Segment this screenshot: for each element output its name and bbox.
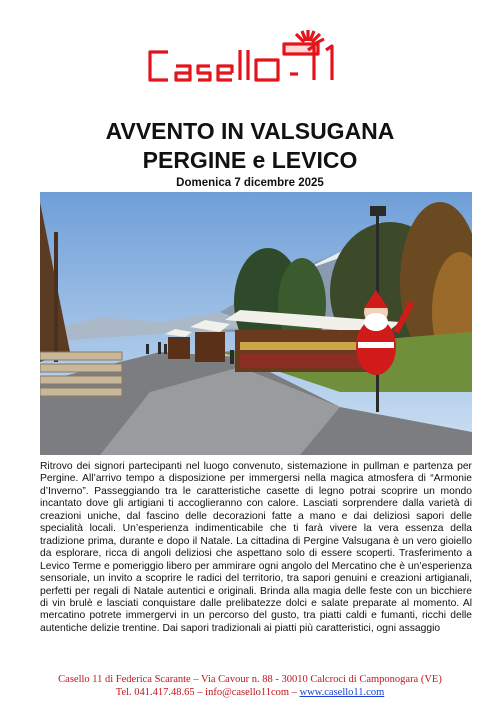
footer-tel-email: Tel. 041.417.48.65 – info@casello11com – [115, 687, 300, 698]
page-title: AVVENTO IN VALSUGANA [105, 118, 395, 144]
footer-contacts [0, 687, 500, 698]
website-link[interactable]: www.casello11.com [299, 687, 385, 698]
event-date: Domenica 7 dicembre 2025 [176, 177, 324, 189]
market-photo [40, 192, 472, 455]
itinerary-text: Ritrovo dei signori partecipanti nel luogo convenuto, sistemazione in pullman e partenza per Pergine. All’arrivo tempo a disposizione per immergersi nella magica atmosfera di “Armonie d’Inverno”. Passeggiando tra le caratteristiche casette di legno potrai scoprire un mondo incantato dove gli artigiani ti accoglieranno con calore. Lasciati sorprendere dalla varietà di creazioni uniche, dal fascino delle decorazioni fatte a mano e dai deliziosi sapori delle specialità locali. Un’esperienza indimenticabile che ti farà vivere la vera essenza della tradizione prima, durante e dopo il Natale. La cittadina di Pergine Valsugana è un vero gioiello da esplorare, ricca di angoli deliziosi che aspettano solo di essere scoperti. Trasferimento a Levico Terme e pomeriggio libero per ammirare ogni angolo del Mercatino che è un’esperienza sensoriale, un invito a scoprire le radici del territorio, tra sapori genuini e creazioni artigianali, perfetti per regali di Natale autentici e originali. Brinda alla magia delle feste con un bicchiere di vin brulè e lasciati conquistare dalle prelibatezze dolci e salate preparate al momento. Al mercatino potrete immergervi in un percorso del gusto, tra piatti caldi e fumanti, ricchi delle autentiche delizie trentine. Dai sapori tradizionali ai piatti più caratteristici, ogni assaggio [40, 461, 472, 634]
sun-rays-icon [296, 30, 324, 44]
footer-address: Casello 11 di Federica Scarante – Via Cavour n. 88 - 30010 Calcroci di Camponogara (VE) [58, 674, 442, 685]
casello11-logo [146, 30, 368, 94]
page-subtitle: PERGINE e LEVICO [142, 147, 358, 173]
